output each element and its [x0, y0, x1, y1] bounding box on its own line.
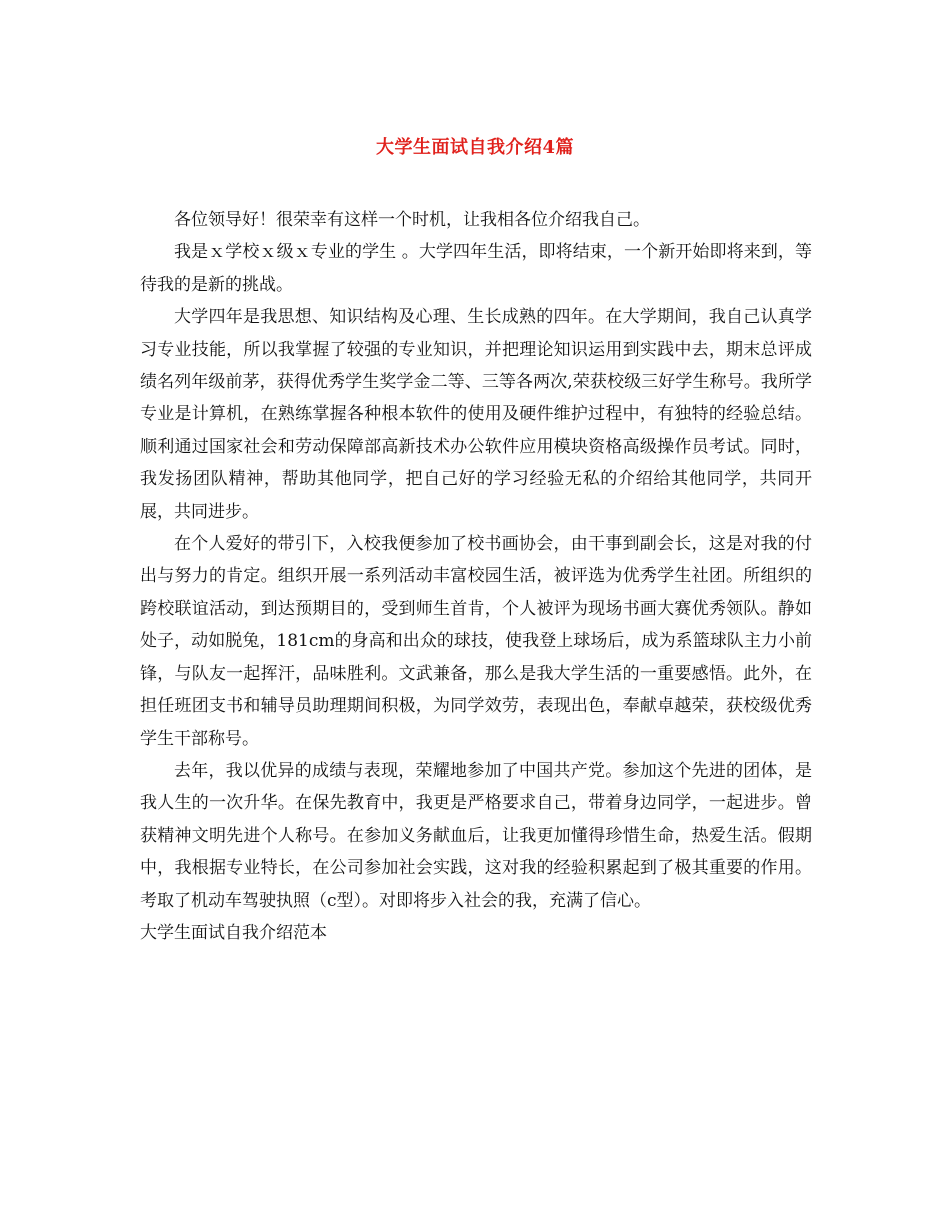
document-title: 大学生面试自我介绍4篇: [375, 137, 575, 158]
paragraph-academics: 大学四年是我思想、知识结构及心理、生长成熟的四年。在大学期间，我自己认真学习专业技能，所以我掌握了较强的专业知识，并把理论知识运用到实践中去，期末总评成绩名列年级前茅，获得优秀学生奖学金二等、三等各两次,荣获校级三好学生称号。我所学专业是计算机，在熟练掌握各种根本软件的使用及硬件维护过程中，有独特的经验总结。顺利通过国家社会和劳动保障部高新技术办公软件应用模块资格高级操作员考试。同时，我发扬团队精神，帮助其他同学，把自己好的学习经验无私的介绍给其他同学，共同开展，共同进步。: [140, 307, 812, 522]
document-body: [140, 204, 812, 949]
paragraph-party: 去年，我以优异的成绩与表现，荣耀地参加了中国共产党。参加这个先进的团体，是我人生的一次升华。在保先教育中，我更是严格要求自己，带着身边同学，一起进步。曾获精神文明先进个人称号。在参加义务献血后，让我更加懂得珍惜生命，热爱生活。假期中，我根据专业特长，在公司参加社会实践，这对我的经验积累起到了极其重要的作用。考取了机动车驾驶执照（c型）。对即将步入社会的我，充满了信心。: [140, 760, 812, 911]
paragraph-greeting: 各位领导好！很荣幸有这样一个时机，让我相各位介绍我自己。: [174, 210, 650, 230]
section-heading: 大学生面试自我介绍范本: [140, 922, 327, 943]
paragraph-activities: 在个人爱好的带引下，入校我便参加了校书画协会，由干事到副会长，这是对我的付出与努力的肯定。组织开展一系列活动丰富校园生活，被评选为优秀学生社团。所组织的跨校联谊活动，到达预期目的，受到师生首肯，个人被评为现场书画大赛优秀领队。静如处子，动如脱兔，181cm的身高和出众的球技，使我登上球场后，成为系篮球队主力小前锋，与队友一起挥汗，品味胜利。文武兼备，那么是我大学生活的一重要感悟。此外，在担任班团支书和辅导员助理期间积极，为同学效劳，表现出色，奉献卓越荣，获校级优秀学生干部称号。: [140, 534, 812, 749]
paragraph-identity: 我是ｘ学校ｘ级ｘ专业的学生 。大学四年生活，即将结束，一个新开始即将来到，等待我的是新的挑战。: [140, 242, 812, 295]
